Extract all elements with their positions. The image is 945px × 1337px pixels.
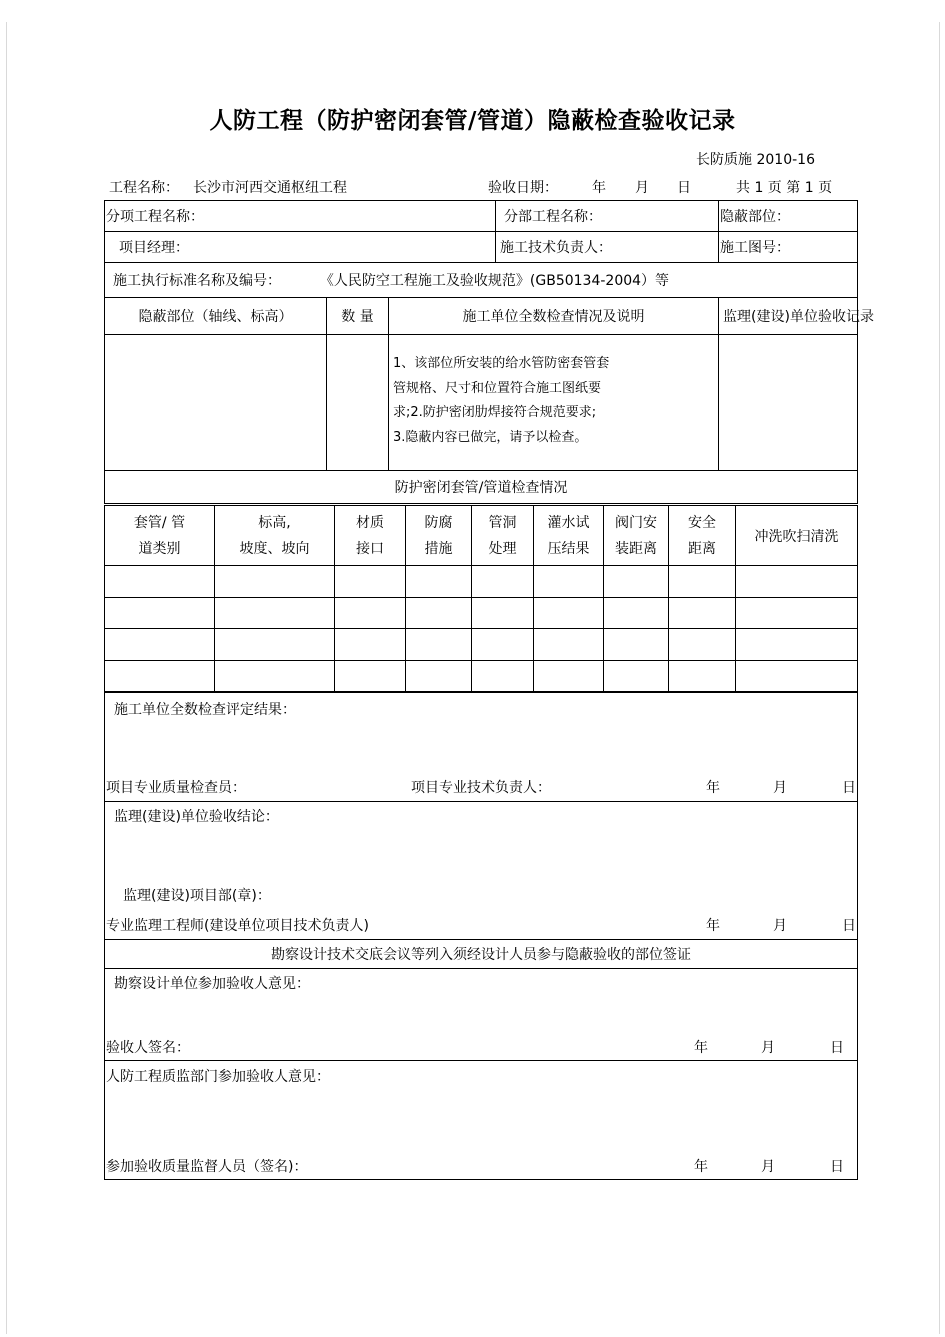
table-row: [105, 629, 858, 661]
contractor-result-label: 施工单位全数检查评定结果：: [114, 702, 296, 718]
check-note-line: 3.隐蔽内容已做完，请予以检查。: [393, 429, 588, 445]
check-notes: [389, 335, 719, 471]
grid-header-text: 接口: [356, 540, 384, 557]
supervisor-section: [105, 802, 858, 940]
sub-project-label: 分部工程名称：: [496, 201, 719, 232]
form-code: 长防质施 2010-16: [696, 152, 815, 168]
info-table: [104, 200, 874, 504]
form-title: 人防工程（防护密闭套管/管道）隐蔽检查验收记录: [209, 107, 736, 134]
sub-item-label: 分项工程名称：: [105, 201, 496, 232]
supervisor-engineer-label: 专业监理工程师(建设单位项目技术负责人): [106, 918, 369, 934]
date-year: 年: [694, 1159, 708, 1175]
date-year: 年: [694, 1040, 708, 1056]
date-month: 月: [761, 1040, 775, 1056]
hidden-part-label: 隐蔽部位：: [719, 201, 858, 232]
grid-header-text: 防腐: [424, 514, 453, 531]
grid-header-text: 灌水试: [547, 514, 590, 531]
date-day: 日: [830, 1040, 844, 1056]
supervision-header: 监理(建设)单位验收记录: [719, 298, 858, 335]
standard-label: 施工执行标准名称及编号：: [113, 273, 281, 289]
grid-header-text: 管洞: [488, 514, 517, 531]
contractor-tech-lead-label: 项目专业技术负责人：: [411, 780, 551, 796]
date-day: 日: [830, 1159, 844, 1175]
qty-header: 数 量: [327, 298, 389, 335]
drawing-no-label: 施工图号：: [719, 232, 858, 263]
grid-header-material: [335, 506, 406, 566]
accept-day: 日: [677, 180, 691, 196]
project-label: 工程名称：: [109, 180, 179, 196]
project-name: 长沙市河西交通枢纽工程: [193, 180, 347, 196]
grid-header-text: 材质: [356, 514, 384, 531]
date-day: 日: [842, 780, 856, 796]
design-section: [105, 969, 858, 1061]
supervisor-dept-label: 监理(建设)项目部(章)：: [123, 888, 271, 904]
table-row: [105, 661, 858, 692]
grid-header-text: 道类别: [138, 540, 181, 557]
grid-header-anticorrosion: [406, 506, 472, 566]
grid-header-valve-distance: [604, 506, 669, 566]
grid-header-pipe-hole: [472, 506, 534, 566]
standard-value: 《人民防空工程施工及验收规范》(GB50134-2004）等: [319, 273, 670, 289]
grid-header-text: 套管/ 管: [133, 514, 186, 531]
table-row: [105, 598, 858, 629]
design-opinion-label: 勘察设计单位参加验收人意见：: [114, 976, 310, 992]
page-count: 共 1 页 第 1 页: [736, 180, 833, 196]
date-year: 年: [706, 918, 720, 934]
part-cell: [105, 335, 327, 471]
section-title: 防护密闭套管/管道检查情况: [105, 471, 858, 504]
grid-header-text: 压结果: [547, 540, 590, 557]
contractor-section: [105, 693, 858, 802]
qty-cell: [327, 335, 389, 471]
accept-year: 年: [592, 180, 606, 196]
grid-header-text: 标高,: [258, 514, 291, 531]
accept-month: 月: [635, 180, 649, 196]
table-row: [105, 566, 858, 598]
contractor-inspector-label: 项目专业质量检查员：: [106, 780, 246, 796]
sleeve-grid: [104, 505, 858, 692]
grid-header-sleeve-type: [105, 506, 215, 566]
date-day: 日: [842, 918, 856, 934]
date-month: 月: [773, 780, 787, 796]
design-section-title: 勘察设计技术交底会议等列入须经设计人员参与隐蔽验收的部位签证: [105, 940, 858, 969]
grid-header-text: 阀门安: [615, 514, 657, 531]
standard-row: [105, 263, 858, 298]
grid-header-text: 装距离: [615, 540, 657, 557]
accept-date-label: 验收日期：: [488, 180, 558, 196]
grid-header-water-test: [534, 506, 604, 566]
grid-header-elevation: [215, 506, 335, 566]
check-note-line: 1、该部位所安装的给水管防密套管套: [393, 356, 610, 371]
check-note-line: 管规格、尺寸和位置符合施工图纸要: [393, 380, 602, 396]
grid-header-text: 距离: [688, 540, 716, 557]
grid-header-text: 措施: [424, 540, 453, 557]
grid-header-flush: 冲洗吹扫清洗: [736, 506, 858, 566]
design-signature-label: 验收人签名：: [106, 1040, 190, 1056]
check-note-line: 求;2.防护密闭肋焊接符合规范要求;: [393, 405, 597, 420]
civil-defense-signature-label: 参加验收质量监督人员（签名)：: [106, 1159, 308, 1175]
supervision-cell: [719, 335, 858, 471]
date-month: 月: [761, 1159, 775, 1175]
check-header: 施工单位全数检查情况及说明: [389, 298, 719, 335]
part-header: 隐蔽部位（轴线、标高）: [105, 298, 327, 335]
signoff-table: [104, 692, 858, 1180]
manager-label: 项目经理：: [105, 232, 496, 263]
grid-header-text: 坡度、坡向: [239, 540, 310, 557]
grid-header-text: 处理: [488, 540, 517, 557]
grid-header-text: 安全: [688, 514, 716, 531]
civil-defense-opinion-label: 人防工程质监部门参加验收人意见：: [106, 1069, 330, 1085]
tech-lead-label: 施工技术负责人：: [496, 232, 719, 263]
civil-defense-section: [105, 1061, 858, 1180]
supervisor-conclusion-label: 监理(建设)单位验收结论：: [114, 809, 279, 825]
date-year: 年: [706, 780, 720, 796]
date-month: 月: [773, 918, 787, 934]
grid-header-safety-distance: [669, 506, 736, 566]
